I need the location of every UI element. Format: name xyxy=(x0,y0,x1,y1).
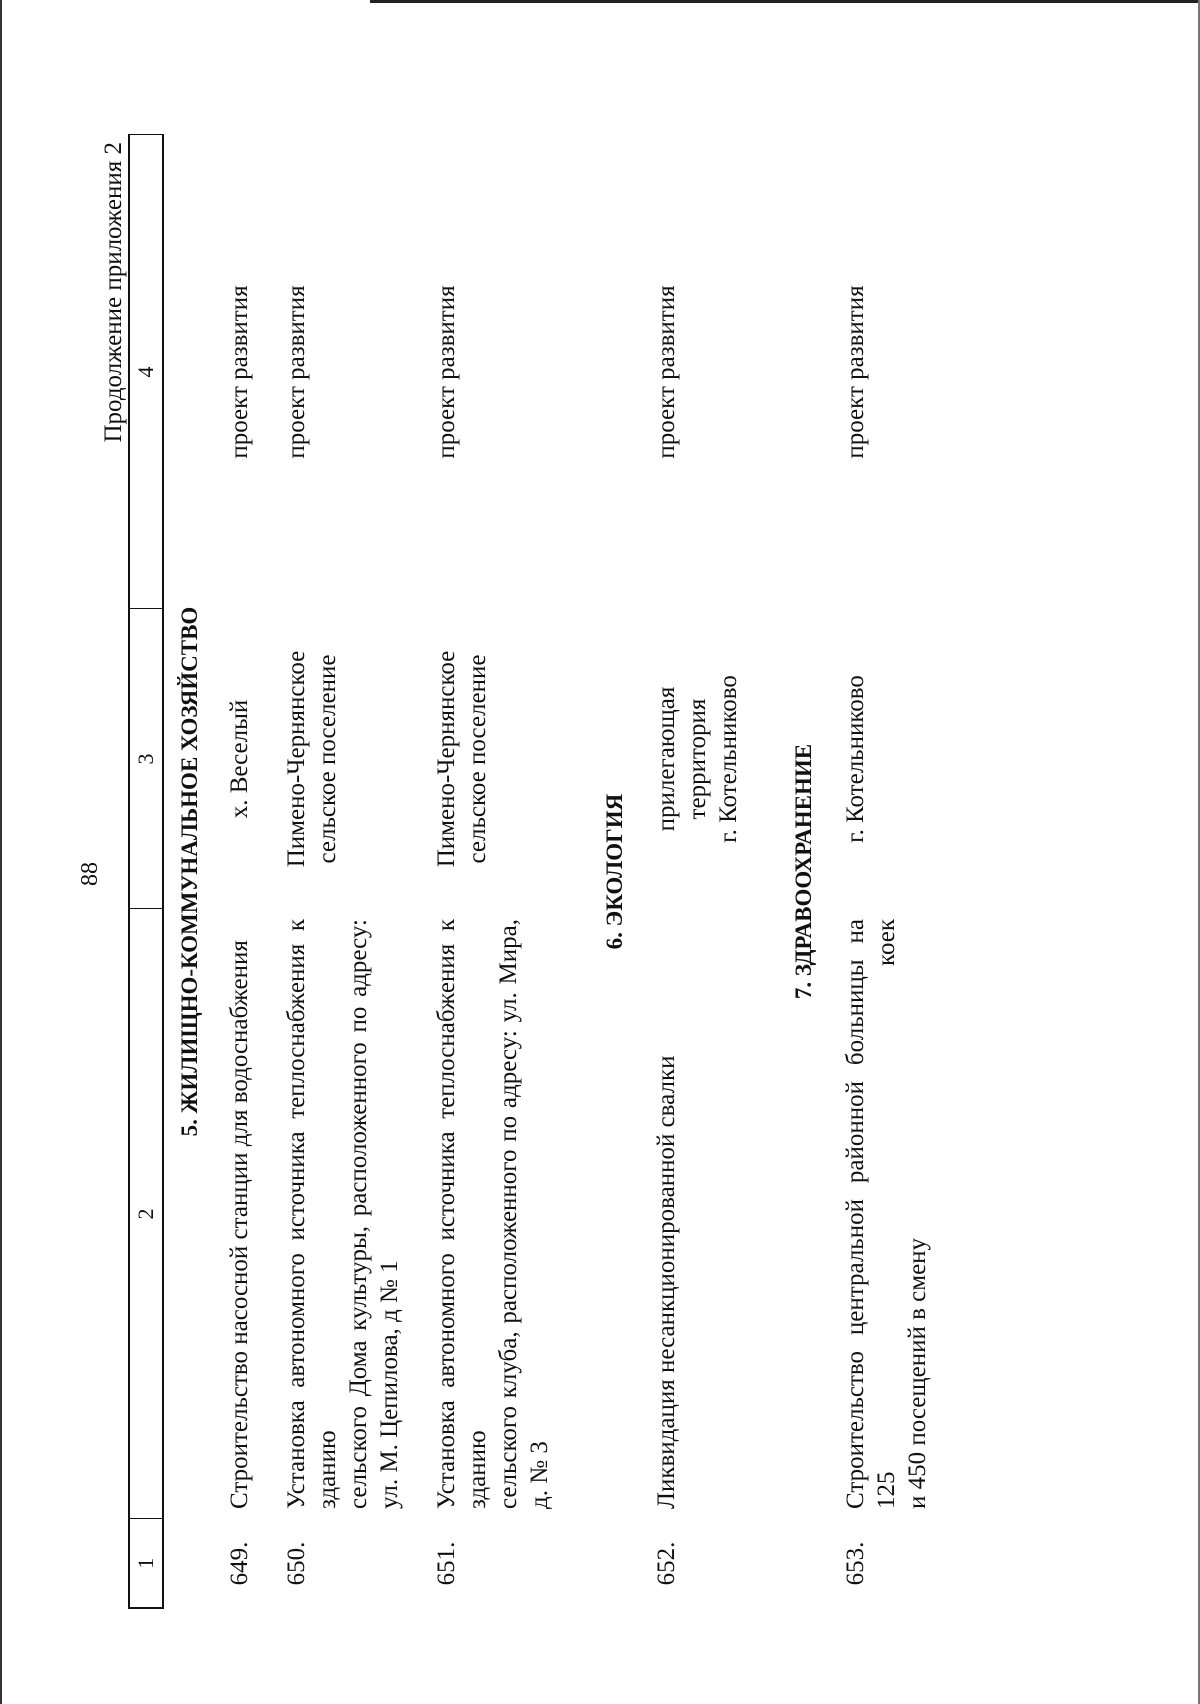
project-name xyxy=(281,909,431,1519)
project-name-line: и 450 посещений в смену xyxy=(904,1237,931,1509)
project-name xyxy=(431,909,581,1519)
location-line: сельское поселение xyxy=(464,654,491,864)
row-number: 649. xyxy=(226,1541,253,1586)
section-title: 6. ЭКОЛОГИЯ xyxy=(602,793,627,950)
project-name-line: сельского клуба, расположенного по адресу: ул. Мира, д. № 3 xyxy=(495,919,553,1509)
project-name-line: Установка автономного источника теплоснабжения к зданию xyxy=(433,919,491,1509)
column-number-3: 3 xyxy=(129,609,163,909)
project-name-line: Строительство центральной районной больницы на 125 коек xyxy=(842,919,900,1509)
section-heading-healthcare xyxy=(770,135,840,1608)
project-status: проект развития xyxy=(433,285,460,459)
project-name-line: сельского Дома культуры, расположенного по адресу: xyxy=(345,919,372,1509)
row-number: 651. xyxy=(433,1541,460,1586)
row-number: 652. xyxy=(653,1541,680,1586)
project-name-line: ул. М. Цепилова, д № 1 xyxy=(376,1260,403,1509)
table-row xyxy=(840,135,959,1608)
table-row xyxy=(224,135,281,1608)
section-title: 5. ЖИЛИЩНО-КОММУНАЛЬНОЕ ХОЗЯЙСТВО xyxy=(177,606,202,1137)
section-heading-utilities xyxy=(163,135,224,1608)
project-status: проект развития xyxy=(283,285,310,459)
project-status: проект развития xyxy=(842,285,869,459)
location-line: Пимено-Чернянское xyxy=(283,650,310,868)
project-name-line: Строительство насосной станции для водоснабжения xyxy=(226,940,253,1509)
row-number: 650. xyxy=(283,1541,310,1586)
page-number: 88 xyxy=(77,862,103,886)
project-status: проект развития xyxy=(653,285,680,459)
location-line: г. Котельниково xyxy=(715,675,742,843)
project-name-line: Установка автономного источника теплоснабжения к зданию xyxy=(283,919,341,1509)
project-location xyxy=(840,609,959,909)
project-location xyxy=(224,609,281,909)
project-location xyxy=(651,609,770,909)
development-projects-table xyxy=(128,135,959,1610)
section-title: 7. ЗДРАВООХРАНЕНИЕ xyxy=(791,743,816,1000)
location-line: г. Котельниково xyxy=(842,675,869,843)
project-name-line: Ликвидация несанкционированной свалки xyxy=(653,1055,680,1509)
running-header: Продолжение приложения 2 xyxy=(100,142,127,443)
location-line: х. Веселый xyxy=(226,699,253,819)
location-line: сельское поселение xyxy=(314,654,341,864)
row-number: 653. xyxy=(842,1541,869,1586)
column-number-1: 1 xyxy=(129,1519,163,1608)
column-number-row xyxy=(129,135,163,1608)
column-number-2: 2 xyxy=(129,909,163,1519)
project-name xyxy=(224,909,281,1519)
location-line: территория xyxy=(684,698,711,820)
location-line: Пимено-Чернянское xyxy=(433,650,460,868)
section-heading-ecology xyxy=(581,135,651,1608)
column-number-4: 4 xyxy=(129,135,163,609)
project-location xyxy=(281,609,431,909)
project-name xyxy=(840,909,959,1519)
project-location xyxy=(431,609,581,909)
project-status: проект развития xyxy=(226,285,253,459)
location-line: прилегающая xyxy=(653,686,680,832)
table-row xyxy=(431,135,581,1608)
table-row xyxy=(651,135,770,1608)
table-row xyxy=(281,135,431,1608)
project-name xyxy=(651,909,770,1519)
